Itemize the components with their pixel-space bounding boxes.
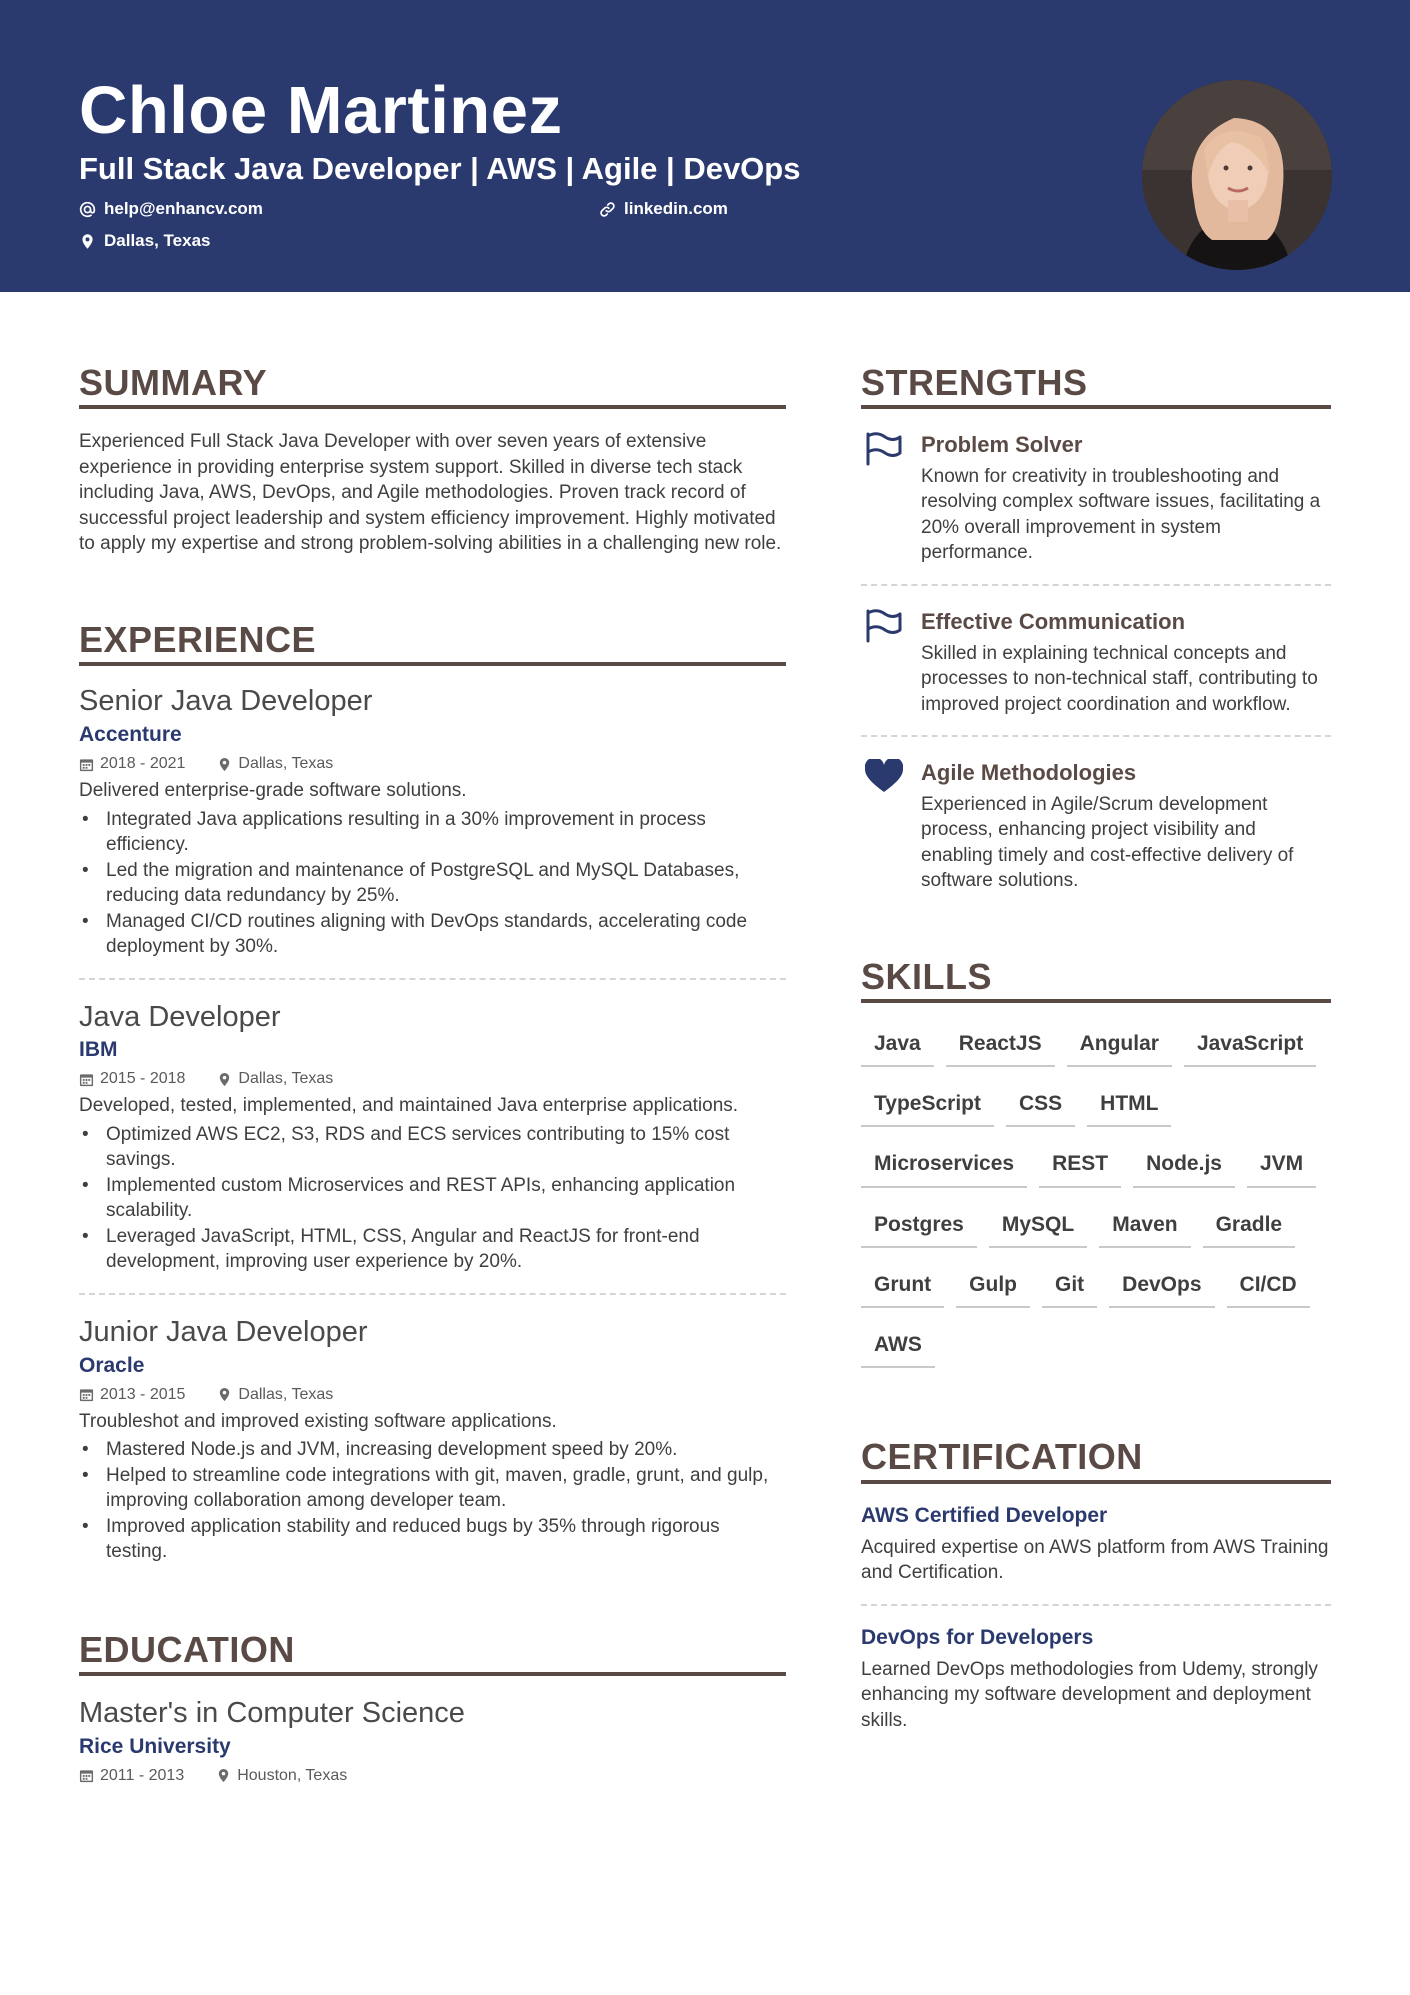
- skill-tag: HTML: [1087, 1081, 1171, 1127]
- cert-title: AWS Certified Developer: [861, 1503, 1108, 1527]
- skill-tag: Java: [861, 1021, 934, 1067]
- map-pin-icon: [217, 757, 232, 772]
- job-dates: 2018 - 2021: [100, 755, 186, 773]
- job-location: Dallas, Texas: [238, 1070, 334, 1088]
- divider: [79, 1293, 786, 1295]
- cert-text: Acquired expertise on AWS platform from AWS Training and Certification.: [861, 1536, 1329, 1584]
- company-name: Accenture: [79, 723, 182, 747]
- linkedin-text: linkedin.com: [624, 199, 728, 218]
- skills-section: [861, 956, 1331, 1369]
- bullet-item: • Integrated Java applications resulting in a 30% improvement in process efficiency.: [79, 807, 786, 858]
- calendar-icon: [79, 1072, 94, 1087]
- divider: [861, 584, 1331, 586]
- map-pin-icon: [216, 1768, 231, 1783]
- bullet-item: • Helped to streamline code integrations with git, maven, gradle, grunt, and gulp, improving collaboration among developer team.: [79, 1463, 786, 1514]
- strength-title: Effective Communication: [921, 608, 1186, 634]
- profile-photo: [1142, 80, 1332, 270]
- skill-tag: Gradle: [1203, 1202, 1296, 1248]
- candidate-name: Chloe Martinez: [79, 73, 563, 148]
- job-entry: [79, 1315, 786, 1565]
- strength-text: Skilled in explaining technical concepts and processes to non-technical staff, contributing to improved project coordination and workflow.: [921, 642, 1318, 715]
- education-section: [79, 1629, 786, 1785]
- education-entry: [79, 1696, 786, 1785]
- job-entry: [79, 1000, 786, 1275]
- heart-icon: [865, 759, 903, 795]
- education-location: Houston, Texas: [237, 1766, 348, 1784]
- experience-section: [79, 619, 786, 1565]
- job-bullets: [79, 1122, 786, 1275]
- flag-icon: [865, 431, 903, 467]
- certification-section: [861, 1436, 1331, 1733]
- company-name: IBM: [79, 1038, 118, 1062]
- school-name: Rice University: [79, 1734, 231, 1758]
- cert-title: DevOps for Developers: [861, 1625, 1094, 1649]
- bullet-item: • Managed CI/CD routines aligning with DevOps standards, accelerating code deployment by 30%.: [79, 909, 786, 960]
- map-pin-icon: [217, 1072, 232, 1087]
- skill-tag: TypeScript: [861, 1081, 994, 1127]
- strength-text: Known for creativity in troubleshooting and resolving complex software issues, facilitating a 20% overall improvement in system performance.: [921, 465, 1321, 564]
- cert-text: Learned DevOps methodologies from Udemy, strongly enhancing my software development and deployment skills.: [861, 1658, 1318, 1731]
- job-description: Developed, tested, implemented, and maintained Java enterprise applications.: [79, 1095, 739, 1117]
- job-title: Java Developer: [79, 1000, 281, 1033]
- education-heading: EDUCATION: [79, 1629, 786, 1676]
- portrait-illustration: [1142, 80, 1332, 270]
- email-text: help@enhancv.com: [104, 199, 263, 218]
- job-title: Junior Java Developer: [79, 1315, 368, 1348]
- skill-tag: ReactJS: [946, 1021, 1055, 1067]
- email-contact[interactable]: [79, 199, 263, 219]
- link-icon: [599, 201, 616, 218]
- job-entry: [79, 684, 786, 959]
- candidate-title: Full Stack Java Developer | AWS | Agile | DevOps: [79, 151, 801, 186]
- degree-title: Master's in Computer Science: [79, 1697, 465, 1730]
- strength-title: Problem Solver: [921, 432, 1083, 458]
- divider: [79, 978, 786, 980]
- bullet-item: • Leveraged JavaScript, HTML, CSS, Angular and ReactJS for front-end development, improving user experience by 20%.: [79, 1224, 786, 1275]
- skill-tag: CSS: [1006, 1081, 1075, 1127]
- job-bullets: [79, 1437, 786, 1565]
- divider: [861, 735, 1331, 737]
- job-bullets: [79, 807, 786, 960]
- bullet-item: • Led the migration and maintenance of PostgreSQL and MySQL Databases, reducing data redundancy by 25%.: [79, 858, 786, 909]
- summary-section: [79, 362, 786, 557]
- cert-item: [861, 1626, 1331, 1734]
- job-description: Troubleshot and improved existing software applications.: [79, 1410, 557, 1432]
- flag-icon: [865, 608, 903, 644]
- at-icon: [79, 201, 96, 218]
- linkedin-contact[interactable]: [599, 199, 728, 219]
- header-banner: [0, 0, 1410, 292]
- strength-text: Experienced in Agile/Scrum development process, enhancing project visibility and enabling timely and cost-effective delivery of software solutions.: [921, 793, 1294, 892]
- map-pin-icon: [79, 233, 96, 250]
- skill-tag: Postgres: [861, 1202, 977, 1248]
- right-column: [861, 362, 1331, 1733]
- education-dates: 2011 - 2013: [100, 1766, 185, 1784]
- strength-item: [861, 608, 1331, 717]
- bullet-item: • Optimized AWS EC2, S3, RDS and ECS services contributing to 15% cost savings.: [79, 1122, 786, 1173]
- job-dates: 2013 - 2015: [100, 1385, 186, 1403]
- strengths-section: [861, 362, 1331, 894]
- skill-tag: Node.js: [1133, 1141, 1235, 1187]
- job-location: Dallas, Texas: [238, 755, 334, 773]
- skill-tag: Gulp: [956, 1262, 1030, 1308]
- summary-text: Experienced Full Stack Java Developer with over seven years of extensive experience in providing enterprise system support. Skilled in diverse tech stack including Java, AWS, DevOps, and Agile methodologies. Proven track record of successful project leadership and system efficiency improvement. Highly motivated to apply my expertise and strong problem-solving abilities in a challenging new role.: [79, 431, 782, 555]
- education-meta: [79, 1767, 786, 1785]
- job-dates: 2015 - 2018: [100, 1070, 186, 1088]
- divider: [861, 1604, 1331, 1606]
- cert-item: [861, 1504, 1331, 1586]
- skill-tag: Maven: [1099, 1202, 1190, 1248]
- calendar-icon: [79, 1768, 94, 1783]
- strength-title: Agile Methodologies: [921, 760, 1137, 786]
- certification-heading: CERTIFICATION: [861, 1436, 1331, 1483]
- job-description: Delivered enterprise-grade software solutions.: [79, 780, 467, 802]
- map-pin-icon: [217, 1387, 232, 1402]
- skill-tag: MySQL: [989, 1202, 1087, 1248]
- company-name: Oracle: [79, 1353, 145, 1377]
- job-location: Dallas, Texas: [238, 1385, 334, 1403]
- bullet-item: • Improved application stability and reduced bugs by 35% through rigorous testing.: [79, 1514, 786, 1565]
- bullet-item: • Implemented custom Microservices and REST APIs, enhancing application scalability.: [79, 1173, 786, 1224]
- location-contact: [79, 231, 210, 251]
- skill-tag: JavaScript: [1184, 1021, 1316, 1067]
- skill-tag: Microservices: [861, 1141, 1027, 1187]
- job-meta: [79, 755, 786, 773]
- job-meta: [79, 1070, 786, 1088]
- skill-tag: Grunt: [861, 1262, 944, 1308]
- summary-heading: SUMMARY: [79, 362, 786, 409]
- strengths-heading: STRENGTHS: [861, 362, 1331, 409]
- job-meta: [79, 1386, 786, 1404]
- skill-tag: AWS: [861, 1322, 935, 1368]
- skills-heading: SKILLS: [861, 956, 1331, 1003]
- bullet-item: • Mastered Node.js and JVM, increasing development speed by 20%.: [79, 1437, 786, 1463]
- location-text: Dallas, Texas: [104, 231, 211, 250]
- skill-tag: REST: [1039, 1141, 1121, 1187]
- experience-heading: EXPERIENCE: [79, 619, 786, 666]
- skill-tag: JVM: [1247, 1141, 1316, 1187]
- skill-tag: Angular: [1067, 1021, 1172, 1067]
- skill-tag: DevOps: [1109, 1262, 1214, 1308]
- skill-tag: CI/CD: [1227, 1262, 1310, 1308]
- strength-item: [861, 759, 1331, 894]
- calendar-icon: [79, 1387, 94, 1402]
- strength-item: [861, 431, 1331, 566]
- skills-list: [861, 1021, 1331, 1368]
- skill-tag: Git: [1042, 1262, 1097, 1308]
- job-title: Senior Java Developer: [79, 685, 373, 718]
- calendar-icon: [79, 757, 94, 772]
- left-column: [79, 362, 786, 1785]
